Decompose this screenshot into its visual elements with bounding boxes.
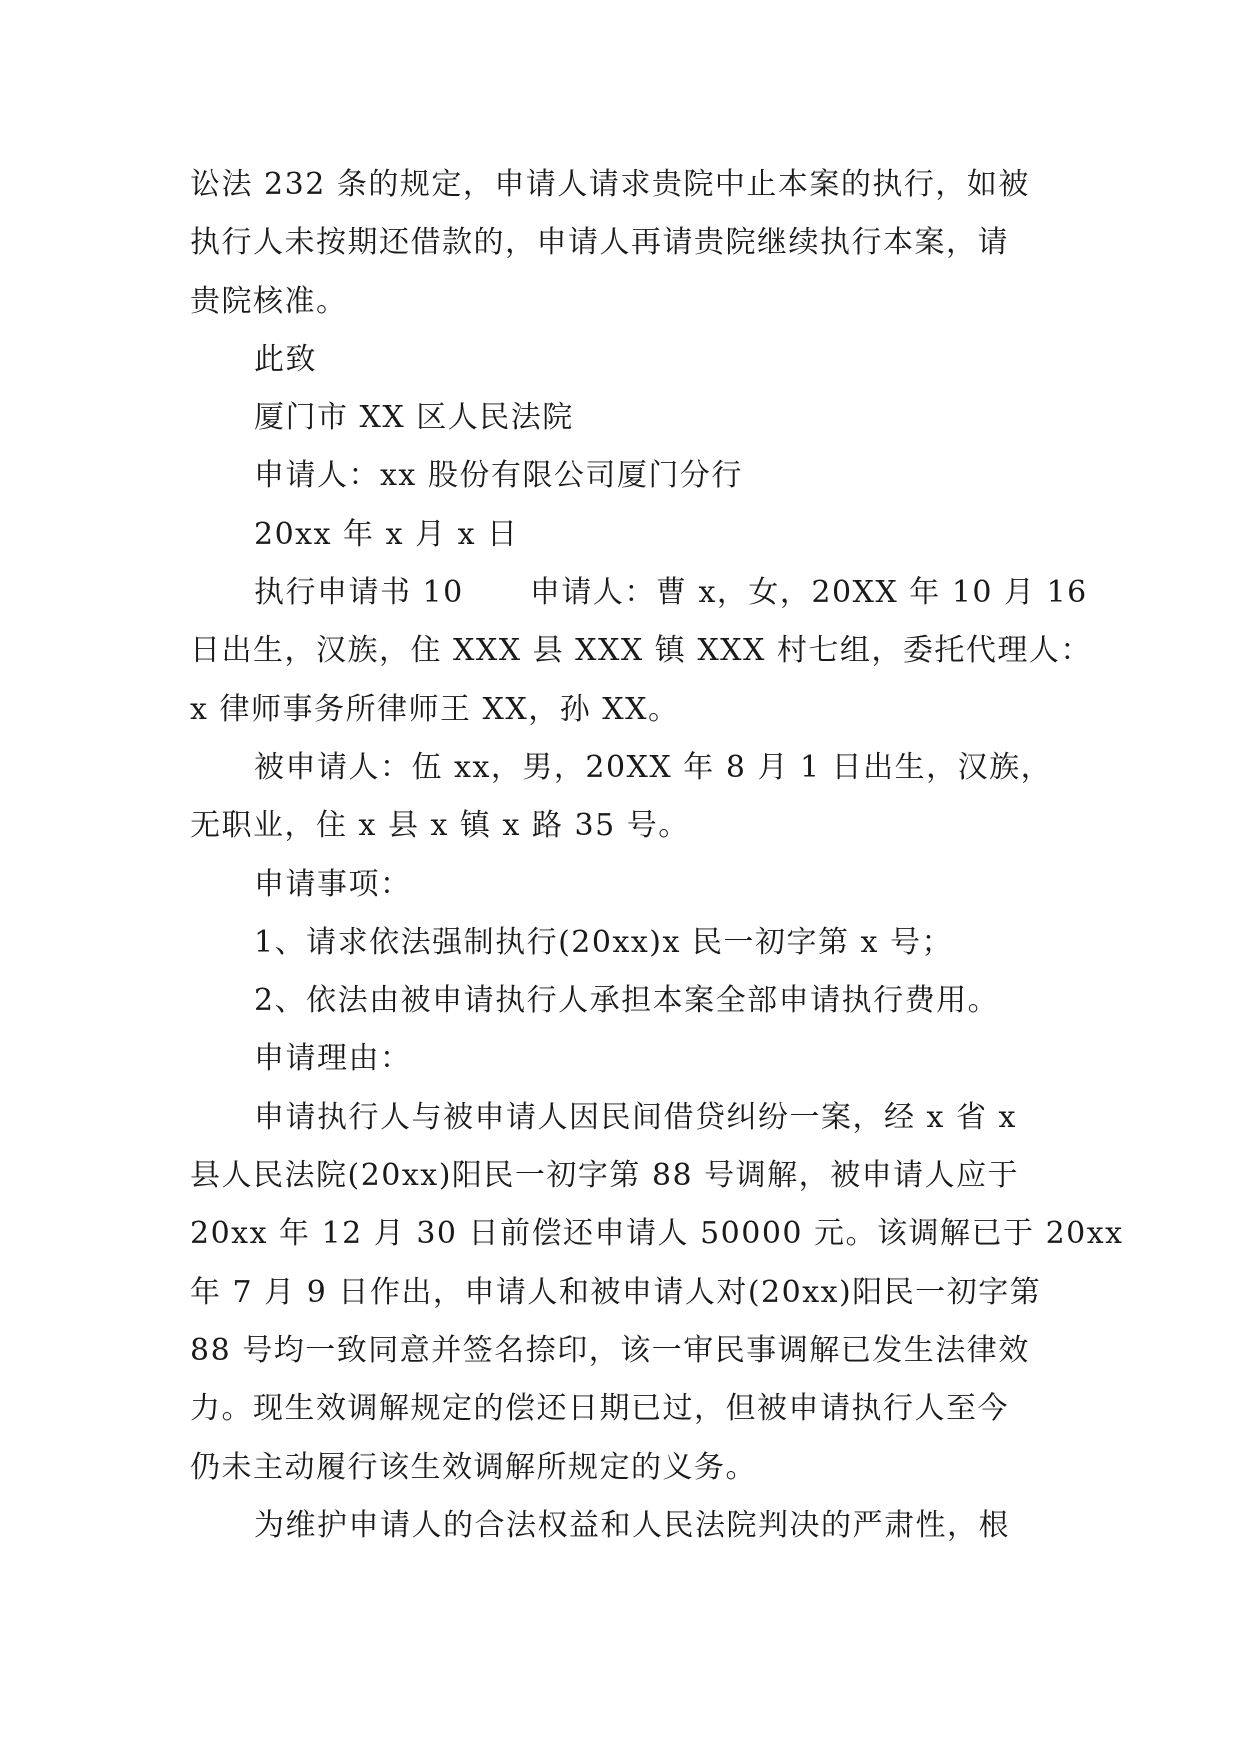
- text-line: 讼法 232 条的规定，申请人请求贵院中止本案的执行，如被: [190, 167, 1030, 202]
- text-line: 执行人未按期还借款的，申请人再请贵院继续执行本案，请: [190, 225, 1009, 261]
- section-heading-line: 执行申请书 10 申请人：曹 x，女，20XX 年 10 月 16: [254, 575, 1088, 611]
- text-line: 日出生，汉族，住 XXX 县 XXX 镇 XXX 村七组，委托代理人：: [190, 633, 1092, 669]
- document-body: [190, 156, 1124, 1555]
- salutation: 此致: [254, 341, 317, 377]
- request-item: 1、请求依法强制执行(20xx)x 民一初字第 x 号；: [254, 924, 953, 960]
- text-line: 申请执行人与被申请人因民间借贷纠纷一案，经 x 省 x: [254, 1099, 1017, 1135]
- request-item: 2、依法由被申请执行人承担本案全部申请执行费用。: [254, 983, 1000, 1019]
- text-line: 贵院核准。: [190, 283, 348, 319]
- applicant-signature: 申请人：xx 股份有限公司厦门分行: [254, 458, 743, 494]
- text-line: 力。现生效调解规定的偿还日期已过，但被申请执行人至今: [190, 1391, 1009, 1427]
- text-line: 为维护申请人的合法权益和人民法院判决的严肃性，根: [254, 1507, 1010, 1543]
- respondent-line: 被申请人：伍 xx，男，20XX 年 8 月 1 日出生，汉族，: [254, 749, 1053, 785]
- text-line: 20xx 年 12 月 30 日前偿还申请人 50000 元。该调解已于 20xx: [190, 1216, 1124, 1252]
- text-line: 年 7 月 9 日作出，申请人和被申请人对(20xx)阳民一初字第: [190, 1274, 1042, 1310]
- text-line: 无职业，住 x 县 x 镇 x 路 35 号。: [190, 808, 690, 844]
- text-line: 仍未主动履行该生效调解所规定的义务。: [190, 1449, 757, 1485]
- section-heading-reasons: 申请理由：: [254, 1041, 412, 1077]
- text-line: x 律师事务所律师王 XX，孙 XX。: [190, 691, 680, 727]
- section-heading-requests: 申请事项：: [254, 866, 412, 902]
- signature-date: 20xx 年 x 月 x 日: [254, 516, 519, 552]
- text-line: 县人民法院(20xx)阳民一初字第 88 号调解，被申请人应于: [190, 1158, 1020, 1194]
- text-line: 88 号均一致同意并签名捺印，该一审民事调解已发生法律效: [190, 1332, 1030, 1368]
- recipient-court: 厦门市 XX 区人民法院: [254, 400, 574, 436]
